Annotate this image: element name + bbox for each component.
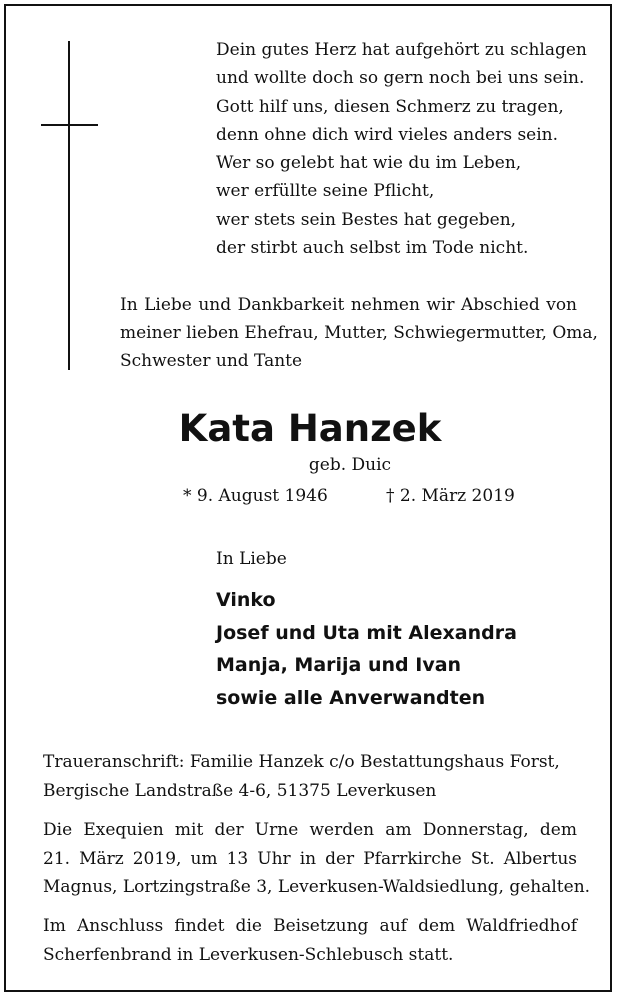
intro-line: meiner lieben Ehefrau, Mutter, Schwiegermutter, Oma, (120, 323, 598, 343)
deceased-name: Kata Hanzek (178, 407, 442, 450)
poem-line: Wer so gelebt hat wie du im Leben, (216, 153, 522, 174)
mourner-line: sowie alle Anverwandten (216, 686, 486, 709)
mourning-address (43, 748, 577, 805)
poem-line: wer erfüllte seine Pflicht, (216, 181, 435, 202)
intro-line: Schwester und Tante (120, 351, 303, 371)
mourner-line: Josef und Uta mit Alexandra (216, 621, 517, 644)
poem-line: und wollte doch so gern noch bei uns sein. (216, 68, 585, 89)
mourner-line: Manja, Marija und Ivan (216, 654, 462, 676)
service-line: Magnus, Lortzingstraße 3, Leverkusen-Waldsiedlung, gehalten. (43, 877, 591, 897)
poem-line: der stirbt auch selbst im Tode nicht. (216, 238, 529, 259)
mourner-line: Vinko (216, 589, 276, 611)
poem (216, 36, 587, 262)
birth-date: * 9. August 1946 (183, 486, 328, 506)
death-date: † 2. März 2019 (386, 486, 515, 506)
intro-line: In Liebe und Dankbarkeit nehmen wir Abschied von (120, 295, 577, 315)
burial-line: Im Anschluss findet die Beisetzung auf dem Waldfriedhof (43, 916, 577, 936)
in-love-label: In Liebe (216, 549, 287, 569)
poem-line: Dein gutes Herz hat aufgehört zu schlagen (216, 40, 587, 60)
farewell-intro (120, 291, 598, 375)
address-line: Traueranschrift: Familie Hanzek c/o Bestattungshaus Forst, (43, 752, 560, 772)
poem-line: wer stets sein Bestes hat gegeben, (216, 209, 517, 230)
burial-info (43, 912, 577, 969)
maiden-name: geb. Duic (308, 455, 392, 475)
burial-line: Scherfenbrand in Leverkusen-Schlebusch statt. (43, 944, 454, 965)
service-line: Die Exequien mit der Urne werden am Donnerstag, dem (43, 820, 577, 840)
poem-line: Gott hilf uns, diesen Schmerz zu tragen, (216, 96, 564, 117)
address-line: Bergische Landstraße 4-6, 51375 Leverkusen (43, 780, 437, 801)
funeral-service-info (43, 816, 591, 902)
poem-line: denn ohne dich wird vieles anders sein. (216, 124, 559, 145)
service-line: 21. März 2019, um 13 Uhr in der Pfarrkirche St. Albertus (43, 848, 577, 869)
mourners-list (216, 584, 517, 714)
